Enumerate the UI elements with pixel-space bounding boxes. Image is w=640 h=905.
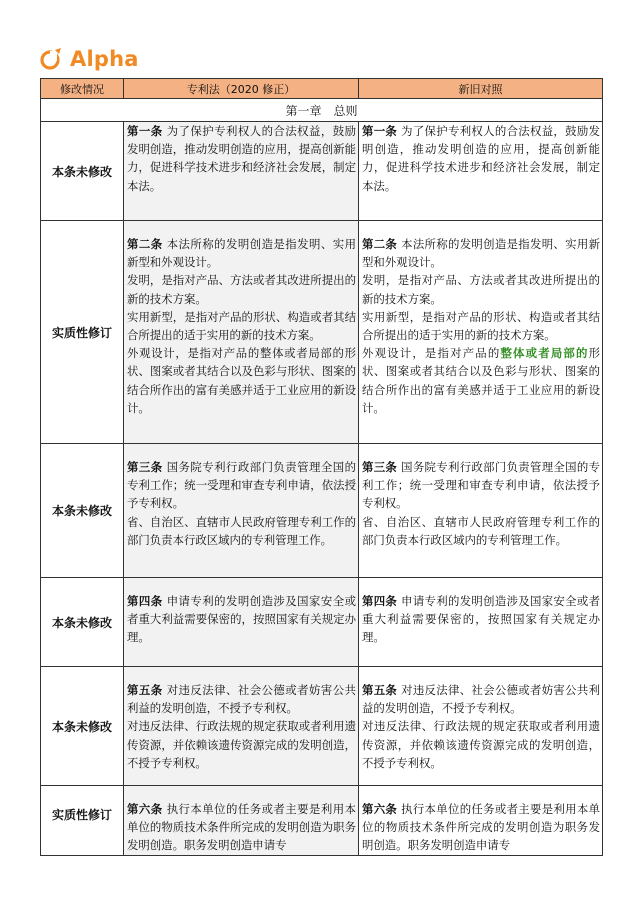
old-text-cell — [124, 667, 359, 786]
article-number: 第六条 — [127, 802, 163, 816]
table-row — [41, 786, 603, 856]
paragraph: 国务院专利行政部门负责管理全国的专利工作；统一受理和审查专利申请，依法授予专利权。 — [127, 460, 356, 511]
article-number: 第四条 — [362, 594, 398, 608]
row-status: 本条未修改 — [41, 444, 124, 578]
new-text-cell — [359, 122, 603, 221]
new-text-cell — [359, 444, 603, 578]
header-comparison: 新旧对照 — [359, 79, 603, 99]
text-span: 外观设计，是指对产品的 — [362, 346, 501, 361]
comparison-table — [40, 78, 603, 856]
article-number: 第二条 — [362, 237, 398, 251]
paragraph: 外观设计，是指对产品的整体或者局部的形状、图案或者其结合以及色彩与形状、图案的结合所作出的富有美感并适于工业应用的新设计。 — [127, 346, 356, 415]
table-row — [41, 578, 603, 667]
paragraph — [362, 344, 600, 417]
row-status: 本条未修改 — [41, 578, 124, 667]
article-number: 第四条 — [127, 594, 163, 608]
paragraph: 对违反法律、社会公德或者妨害公共利益的发明创造，不授予专利权。 — [127, 683, 356, 716]
paragraph: 实用新型，是指对产品的形状、构造或者其结合所提出的适于实用的新的技术方案。 — [127, 309, 356, 343]
table-row — [41, 221, 603, 444]
row-status: 本条未修改 — [41, 122, 124, 221]
old-text-cell — [124, 122, 359, 221]
paragraph: 对违反法律、行政法规的规定获取或者利用遗传资源，并依赖该遗传资源完成的发明创造，不授予专利权。 — [127, 719, 356, 770]
logo-text: Alpha — [70, 47, 139, 71]
old-text-cell — [124, 221, 359, 444]
paragraph: 发明，是指对产品、方法或者其改进所提出的新的技术方案。 — [127, 273, 356, 306]
alpha-logo-icon — [38, 46, 64, 72]
table-row — [41, 122, 603, 221]
header-old-law: 专利法（2020 修正） — [124, 79, 359, 99]
highlighted-change: 整体或者局部的 — [500, 346, 589, 361]
text-span: 形状、图案或者其结合以及色彩与形状、图案的结合所作出的富有美感并适于工业应用的新设计。 — [362, 346, 600, 415]
paragraph: 国务院专利行政部门负责管理全国的专利工作；统一受理和审查专利申请，依法授予专利权。 — [362, 460, 600, 511]
paragraph: 省、自治区、直辖市人民政府管理专利工作的部门负责本行政区域内的专利管理工作。 — [127, 514, 356, 547]
paragraph: 对违反法律、行政法规的规定获取或者利用遗传资源，并依赖该遗传资源完成的发明创造，不授予专利权。 — [362, 719, 600, 770]
paragraph: 实用新型，是指对产品的形状、构造或者其结合所提出的适于实用的新的技术方案。 — [362, 309, 600, 343]
chapter-row — [41, 99, 603, 122]
old-text-cell — [124, 578, 359, 667]
paragraph: 执行本单位的任务或者主要是利用本单位的物质技术条件所完成的发明创造为职务发明创造。职务发明创造申请专 — [362, 802, 600, 853]
article-number: 第六条 — [362, 802, 398, 816]
article-number: 第一条 — [127, 124, 163, 138]
table-row — [41, 667, 603, 786]
article-number: 第五条 — [362, 683, 398, 697]
paragraph: 为了保护专利权人的合法权益，鼓励发明创造，推动发明创造的应用，提高创新能力，促进科学技术进步和经济社会发展，制定本法。 — [127, 124, 356, 193]
paragraph: 省、自治区、直辖市人民政府管理专利工作的部门负责本行政区域内的专利管理工作。 — [362, 514, 600, 547]
new-text-cell — [359, 221, 603, 444]
row-status: 本条未修改 — [41, 667, 124, 786]
old-text-cell — [124, 786, 359, 856]
paragraph: 本法所称的发明创造是指发明、实用新型和外观设计。 — [127, 237, 356, 270]
paragraph: 为了保护专利权人的合法权益，鼓励发明创造，推动发明创造的应用，提高创新能力，促进科学技术进步和经济社会发展，制定本法。 — [362, 124, 600, 193]
new-text-cell — [359, 786, 603, 856]
article-number: 第三条 — [362, 460, 398, 474]
chapter-title: 第一章 总则 — [41, 99, 603, 122]
table-header-row — [41, 79, 603, 99]
logo — [38, 46, 139, 72]
table-row — [41, 444, 603, 578]
new-text-cell — [359, 578, 603, 667]
header-status: 修改情况 — [41, 79, 124, 99]
article-number: 第一条 — [362, 124, 398, 138]
paragraph: 对违反法律、社会公德或者妨害公共利益的发明创造，不授予专利权。 — [362, 683, 600, 716]
article-number: 第二条 — [127, 237, 163, 251]
paragraph: 执行本单位的任务或者主要是利用本单位的物质技术条件所完成的发明创造为职务发明创造。职务发明创造申请专 — [127, 802, 356, 853]
paragraph: 申请专利的发明创造涉及国家安全或者重大利益需要保密的，按照国家有关规定办理。 — [127, 594, 356, 645]
paragraph: 申请专利的发明创造涉及国家安全或者重大利益需要保密的，按照国家有关规定办理。 — [362, 594, 600, 645]
row-status: 实质性修订 — [41, 786, 124, 856]
paragraph: 本法所称的发明创造是指发明、实用新型和外观设计。 — [362, 237, 600, 270]
old-text-cell — [124, 444, 359, 578]
row-status: 实质性修订 — [41, 221, 124, 444]
article-number: 第三条 — [127, 460, 163, 474]
new-text-cell — [359, 667, 603, 786]
paragraph: 发明，是指对产品、方法或者其改进所提出的新的技术方案。 — [362, 273, 600, 306]
article-number: 第五条 — [127, 683, 163, 697]
